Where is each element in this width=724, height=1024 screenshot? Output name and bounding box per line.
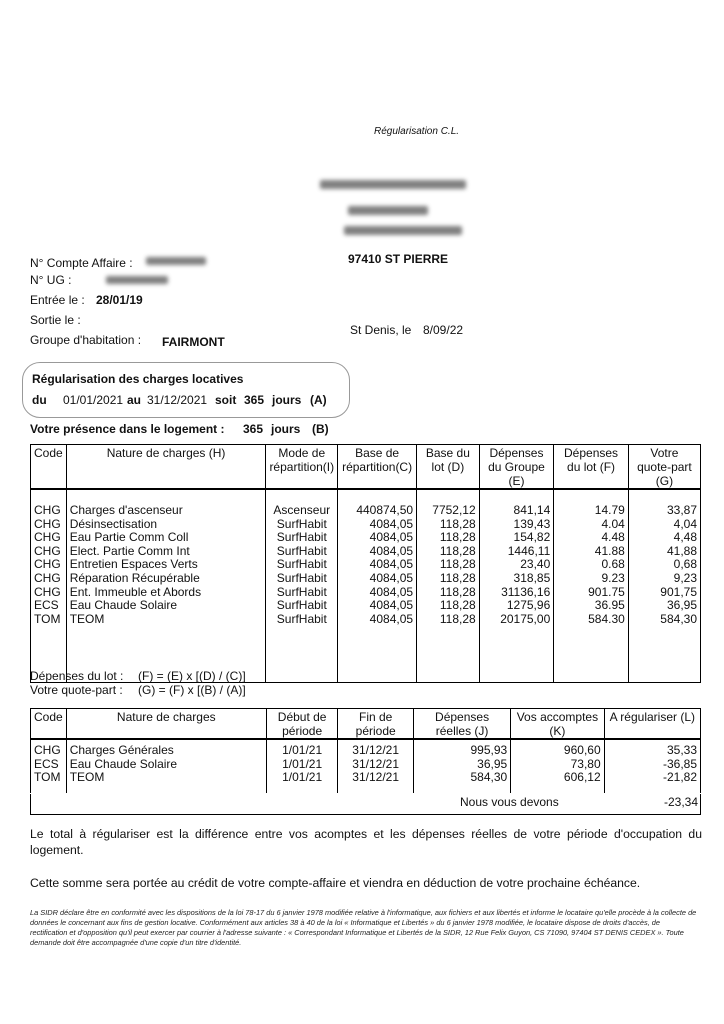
col-header-accomptes: Vos accomptes (K) — [511, 709, 604, 740]
sortie-label: Sortie le : — [30, 313, 81, 327]
table-row — [31, 489, 701, 518]
filler-cell — [604, 785, 700, 793]
table-header-row — [31, 709, 701, 740]
redacted-address-line-1 — [320, 180, 466, 189]
filler-cell — [479, 626, 554, 682]
table-row — [31, 771, 701, 785]
redacted-address-line-3 — [344, 226, 462, 235]
period-soit-label: soit — [215, 393, 237, 407]
cell-quote-part: 36,95 — [628, 599, 700, 613]
filler-cell — [417, 626, 480, 682]
filler-cell — [338, 785, 414, 793]
cell-base-repartition: 4084,05 — [338, 558, 417, 572]
cell-code: CHG — [31, 518, 67, 532]
period-du-label: du — [32, 393, 47, 407]
cell-code: CHG — [31, 739, 67, 758]
ug-label: N° UG : — [30, 273, 72, 287]
regularisation-table — [30, 708, 701, 793]
cell-a-regulariser: -36,85 — [604, 758, 700, 772]
table-row — [31, 599, 701, 613]
cell-base-lot: 118,28 — [417, 572, 480, 586]
cell-fin: 31/12/21 — [338, 758, 414, 772]
cell-depenses-lot: 0.68 — [554, 558, 629, 572]
cell-quote-part: 901,75 — [628, 586, 700, 600]
cell-base-repartition: 440874,50 — [338, 489, 417, 518]
cell-depenses-groupe: 23,40 — [479, 558, 554, 572]
cell-base-repartition: 4084,05 — [338, 586, 417, 600]
col-header-code: Code — [31, 445, 67, 490]
redacted-compte — [146, 257, 206, 265]
col-header-nature: Nature de charges (H) — [66, 445, 266, 490]
table-header-row — [31, 445, 701, 490]
cell-depenses-groupe: 139,43 — [479, 518, 554, 532]
groupe-value: FAIRMONT — [162, 335, 225, 349]
table-filler-row — [31, 785, 701, 793]
cell-code: CHG — [31, 531, 67, 545]
cell-base-lot: 118,28 — [417, 545, 480, 559]
table-row — [31, 518, 701, 532]
compte-affaire-label: N° Compte Affaire : — [30, 256, 133, 270]
cell-code: CHG — [31, 558, 67, 572]
table-row — [31, 613, 701, 627]
cell-nature: Réparation Récupérable — [66, 572, 266, 586]
cell-mode: SurfHabit — [266, 613, 338, 627]
table-row — [31, 558, 701, 572]
place-date-value: 8/09/22 — [423, 323, 464, 337]
cell-nature: Eau Chaude Solaire — [66, 758, 266, 772]
cell-base-repartition: 4084,05 — [338, 545, 417, 559]
presence-jours-label: jours — [271, 422, 301, 436]
filler-cell — [31, 785, 67, 793]
cell-base-repartition: 4084,05 — [338, 613, 417, 627]
cell-base-repartition: 4084,05 — [338, 518, 417, 532]
cell-code: CHG — [31, 545, 67, 559]
legal-notice: La SIDR déclare être en conformité avec les dispositions de la loi 78-17 du 6 janvier 1978 modifiée relative à l'informatique, aux fichiers et aux libertés et informe le locataire qu'elle procède à la collecte de données le concernant aux fins de gestion locative. Conformément aux articles 38 à 40 de la loi « Informatique et Libertés » du 6 janvier 1978 modifiée, le locataire dispose de droits d'accès, de rectification et d'opposition qu'il peut exercer par courrier à l'adresse suivante : « Correspondant Informatique et Libertés de la SIDR, 12 Rue Felix Guyon, CS 71090, 97404 ST DENIS CEDEX ». Toute demande doit être accompagnée d'une copie d'un titre d'identité. — [30, 908, 697, 947]
cell-code: CHG — [31, 586, 67, 600]
table-row — [31, 586, 701, 600]
cell-base-lot: 118,28 — [417, 599, 480, 613]
period-from: 01/01/2021 — [63, 393, 124, 407]
cell-nature: Désinsectisation — [66, 518, 266, 532]
cell-code: ECS — [31, 758, 67, 772]
col-header-depenses-reelles: Dépenses réelles (J) — [413, 709, 510, 740]
col-header-debut: Début de période — [266, 709, 338, 740]
cell-depenses-reelles: 36,95 — [413, 758, 510, 772]
col-header-nature: Nature de charges — [66, 709, 266, 740]
cell-base-lot: 118,28 — [417, 531, 480, 545]
formula-lot-label: Dépenses du lot : — [30, 669, 124, 683]
groupe-label: Groupe d'habitation : — [30, 333, 142, 347]
filler-cell — [628, 626, 700, 682]
formula-lot: (F) = (E) x [(D) / (C)] — [138, 669, 246, 683]
cell-base-lot: 118,28 — [417, 613, 480, 627]
cell-depenses-lot: 14.79 — [554, 489, 629, 518]
place-date-label: St Denis, le — [350, 323, 412, 337]
col-header-fin: Fin de période — [338, 709, 414, 740]
cell-depenses-groupe: 318,85 — [479, 572, 554, 586]
period-au-label: au — [127, 393, 142, 407]
cell-debut: 1/01/21 — [266, 739, 338, 758]
cell-depenses-groupe: 31136,16 — [479, 586, 554, 600]
cell-mode: SurfHabit — [266, 518, 338, 532]
table-filler-row — [31, 626, 701, 682]
cell-base-lot: 7752,12 — [417, 489, 480, 518]
cell-depenses-groupe: 1446,11 — [479, 545, 554, 559]
period-suffix: (A) — [310, 393, 327, 407]
cell-code: TOM — [31, 613, 67, 627]
entree-label: Entrée le : — [30, 293, 85, 307]
cell-base-lot: 118,28 — [417, 558, 480, 572]
cell-nature: Elect. Partie Comm Int — [66, 545, 266, 559]
table-row — [31, 739, 701, 758]
filler-cell — [266, 785, 338, 793]
document-type: Régularisation C.L. — [374, 126, 460, 137]
presence-suffix: (B) — [312, 422, 329, 436]
col-header-quote-part: Votre quote-part (G) — [628, 445, 700, 490]
cell-nature: Entretien Espaces Verts — [66, 558, 266, 572]
cell-accomptes: 73,80 — [511, 758, 604, 772]
total-value: -23,34 — [663, 795, 698, 809]
cell-depenses-reelles: 995,93 — [413, 739, 510, 758]
cell-quote-part: 33,87 — [628, 489, 700, 518]
cell-quote-part: 4,04 — [628, 518, 700, 532]
cell-depenses-lot: 584.30 — [554, 613, 629, 627]
cell-depenses-lot: 41.88 — [554, 545, 629, 559]
cell-debut: 1/01/21 — [266, 758, 338, 772]
presence-label: Votre présence dans le logement : — [30, 422, 225, 436]
cell-accomptes: 606,12 — [511, 771, 604, 785]
table-row — [31, 545, 701, 559]
table-row — [31, 531, 701, 545]
cell-base-repartition: 4084,05 — [338, 531, 417, 545]
cell-nature: Eau Chaude Solaire — [66, 599, 266, 613]
cell-base-lot: 118,28 — [417, 518, 480, 532]
address-city: 97410 ST PIERRE — [348, 252, 449, 266]
cell-fin: 31/12/21 — [338, 771, 414, 785]
col-header-depenses-groupe: Dépenses du Groupe (E) — [479, 445, 554, 490]
cell-fin: 31/12/21 — [338, 739, 414, 758]
col-header-mode: Mode de répartition(I) — [266, 445, 338, 490]
period-jours-label: jours — [272, 393, 302, 407]
cell-depenses-reelles: 584,30 — [413, 771, 510, 785]
cell-quote-part: 9,23 — [628, 572, 700, 586]
cell-accomptes: 960,60 — [511, 739, 604, 758]
cell-quote-part: 41,88 — [628, 545, 700, 559]
filler-cell — [554, 626, 629, 682]
cell-nature: Eau Partie Comm Coll — [66, 531, 266, 545]
cell-mode: SurfHabit — [266, 572, 338, 586]
table-row — [31, 572, 701, 586]
cell-nature: Charges Générales — [66, 739, 266, 758]
cell-depenses-lot: 4.04 — [554, 518, 629, 532]
formula-quote: (G) = (F) x [(B) / (A)] — [138, 683, 246, 697]
cell-code: TOM — [31, 771, 67, 785]
cell-depenses-groupe: 154,82 — [479, 531, 554, 545]
redacted-ug — [106, 276, 168, 284]
cell-mode: SurfHabit — [266, 558, 338, 572]
explanation-paragraph: Le total à régulariser est la différence entre vos acomptes et les dépenses réelles de votre période d'occupation du logement. — [30, 827, 702, 857]
cell-mode: Ascenseur — [266, 489, 338, 518]
formula-quote-label: Votre quote-part : — [30, 683, 123, 697]
col-header-code: Code — [31, 709, 67, 740]
cell-base-repartition: 4084,05 — [338, 572, 417, 586]
cell-mode: SurfHabit — [266, 599, 338, 613]
charges-detail-table — [30, 444, 701, 683]
cell-depenses-lot: 4.48 — [554, 531, 629, 545]
cell-mode: SurfHabit — [266, 586, 338, 600]
cell-depenses-lot: 901.75 — [554, 586, 629, 600]
cell-depenses-lot: 36.95 — [554, 599, 629, 613]
cell-depenses-lot: 9.23 — [554, 572, 629, 586]
cell-base-repartition: 4084,05 — [338, 599, 417, 613]
cell-mode: SurfHabit — [266, 545, 338, 559]
credit-paragraph: Cette somme sera portée au crédit de votre compte-affaire et viendra en déduction de votre prochaine échéance. — [30, 876, 641, 890]
cell-a-regulariser: -21,82 — [604, 771, 700, 785]
cell-quote-part: 0,68 — [628, 558, 700, 572]
cell-debut: 1/01/21 — [266, 771, 338, 785]
period-days: 365 — [244, 393, 265, 407]
cell-nature: TEOM — [66, 613, 266, 627]
cell-quote-part: 584,30 — [628, 613, 700, 627]
filler-cell — [266, 626, 338, 682]
presence-days: 365 — [243, 422, 264, 436]
table-row — [31, 758, 701, 772]
cell-nature: Charges d'ascenseur — [66, 489, 266, 518]
filler-cell — [338, 626, 417, 682]
cell-depenses-groupe: 841,14 — [479, 489, 554, 518]
cell-code: ECS — [31, 599, 67, 613]
total-label: Nous vous devons — [460, 795, 559, 809]
cell-depenses-groupe: 20175,00 — [479, 613, 554, 627]
col-header-base-lot: Base du lot (D) — [417, 445, 480, 490]
cell-code: CHG — [31, 489, 67, 518]
filler-cell — [511, 785, 604, 793]
col-header-depenses-lot: Dépenses du lot (F) — [554, 445, 629, 490]
col-header-a-regulariser: A régulariser (L) — [604, 709, 700, 740]
col-header-base-repartition: Base de répartition(C) — [338, 445, 417, 490]
cell-mode: SurfHabit — [266, 531, 338, 545]
period-title: Régularisation des charges locatives — [32, 372, 244, 386]
redacted-address-line-2 — [348, 206, 428, 215]
period-box — [22, 362, 350, 418]
filler-cell — [413, 785, 510, 793]
cell-code: CHG — [31, 572, 67, 586]
cell-base-lot: 118,28 — [417, 586, 480, 600]
cell-nature: TEOM — [66, 771, 266, 785]
period-to: 31/12/2021 — [147, 393, 208, 407]
entree-value: 28/01/19 — [96, 293, 143, 307]
cell-nature: Ent. Immeuble et Abords — [66, 586, 266, 600]
cell-depenses-groupe: 1275,96 — [479, 599, 554, 613]
filler-cell — [66, 785, 266, 793]
cell-quote-part: 4,48 — [628, 531, 700, 545]
cell-a-regulariser: 35,33 — [604, 739, 700, 758]
